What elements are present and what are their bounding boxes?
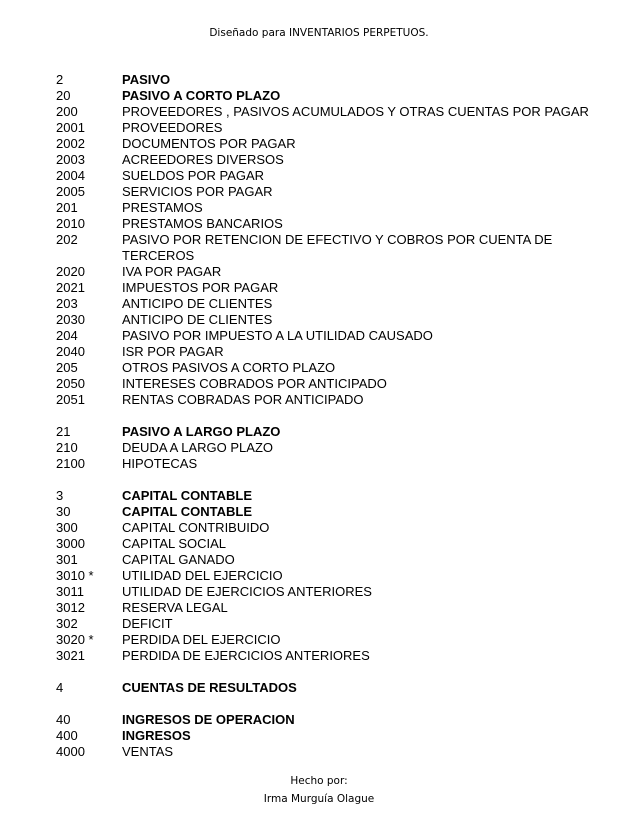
account-code: 2030 bbox=[56, 312, 85, 327]
account-code: 302 bbox=[56, 616, 78, 631]
account-row bbox=[56, 312, 616, 328]
account-name: PROVEEDORES , PASIVOS ACUMULADOS Y OTRAS CUENTAS POR PAGAR bbox=[122, 104, 589, 119]
account-name: DEUDA A LARGO PLAZO bbox=[122, 440, 273, 455]
account-heading-row bbox=[56, 488, 616, 504]
account-row bbox=[56, 584, 616, 600]
account-name: INGRESOS bbox=[122, 728, 191, 743]
account-code: 204 bbox=[56, 328, 78, 343]
section-gap bbox=[56, 696, 616, 712]
account-code: 2002 bbox=[56, 136, 85, 151]
account-code: 30 bbox=[56, 504, 71, 519]
account-row bbox=[56, 600, 616, 616]
account-name: PASIVO A LARGO PLAZO bbox=[122, 424, 281, 439]
account-code: 3010 * bbox=[56, 568, 94, 583]
section-gap bbox=[56, 408, 616, 424]
account-code: 2051 bbox=[56, 392, 85, 407]
account-name: PASIVO A CORTO PLAZO bbox=[122, 88, 281, 103]
account-row bbox=[56, 536, 616, 552]
account-code: 3021 bbox=[56, 648, 85, 663]
account-row bbox=[56, 456, 616, 472]
account-code: 3020 * bbox=[56, 632, 94, 647]
account-name: CUENTAS DE RESULTADOS bbox=[122, 680, 297, 695]
account-row bbox=[56, 744, 616, 760]
account-name: RESERVA LEGAL bbox=[122, 600, 228, 615]
account-name: CAPITAL CONTRIBUIDO bbox=[122, 520, 270, 535]
account-code: 2050 bbox=[56, 376, 85, 391]
account-code: 20 bbox=[56, 88, 71, 103]
account-code: 202 bbox=[56, 232, 78, 247]
account-code: 210 bbox=[56, 440, 78, 455]
section-gap bbox=[56, 664, 616, 680]
account-code: 21 bbox=[56, 424, 71, 439]
account-name: PASIVO POR RETENCION DE EFECTIVO Y COBROS POR CUENTA DE TERCEROS bbox=[122, 232, 553, 263]
account-row bbox=[56, 264, 616, 280]
account-row bbox=[56, 136, 616, 152]
account-code: 203 bbox=[56, 296, 78, 311]
account-name: ACREEDORES DIVERSOS bbox=[122, 152, 284, 167]
account-code: 3000 bbox=[56, 536, 85, 551]
account-row bbox=[56, 152, 616, 168]
account-name: UTILIDAD DE EJERCICIOS ANTERIORES bbox=[122, 584, 372, 599]
account-code: 2 bbox=[56, 72, 64, 87]
account-name: PASIVO bbox=[122, 72, 171, 87]
account-heading-row bbox=[56, 680, 616, 696]
account-heading-row bbox=[56, 504, 616, 520]
account-row bbox=[56, 568, 616, 584]
account-name: DOCUMENTOS POR PAGAR bbox=[122, 136, 296, 151]
account-name: ISR POR PAGAR bbox=[122, 344, 224, 359]
account-row bbox=[56, 392, 616, 408]
account-name: PASIVO POR IMPUESTO A LA UTILIDAD CAUSADO bbox=[122, 328, 433, 343]
footer-credit-label: Hecho por: bbox=[290, 775, 348, 787]
account-heading-row bbox=[56, 712, 616, 728]
account-row bbox=[56, 184, 616, 200]
account-heading-row bbox=[56, 88, 616, 104]
account-code: 205 bbox=[56, 360, 78, 375]
account-name: PERDIDA DE EJERCICIOS ANTERIORES bbox=[122, 648, 370, 663]
account-name: ANTICIPO DE CLIENTES bbox=[122, 312, 273, 327]
account-code: 2005 bbox=[56, 184, 85, 199]
account-code: 2021 bbox=[56, 280, 85, 295]
account-row bbox=[56, 216, 616, 232]
account-name: SERVICIOS POR PAGAR bbox=[122, 184, 273, 199]
page-footer bbox=[0, 772, 638, 808]
account-catalog-list bbox=[56, 72, 616, 760]
account-code: 2010 bbox=[56, 216, 85, 231]
account-name: UTILIDAD DEL EJERCICIO bbox=[122, 568, 283, 583]
account-name: DEFICIT bbox=[122, 616, 173, 631]
account-row bbox=[56, 200, 616, 216]
account-code: 2001 bbox=[56, 120, 85, 135]
account-name: CAPITAL GANADO bbox=[122, 552, 235, 567]
account-code: 3011 bbox=[56, 584, 84, 599]
account-row bbox=[56, 632, 616, 648]
account-row bbox=[56, 360, 616, 376]
account-code: 3012 bbox=[56, 600, 85, 615]
account-code: 2040 bbox=[56, 344, 85, 359]
account-heading-row bbox=[56, 424, 616, 440]
account-name: CAPITAL CONTABLE bbox=[122, 504, 252, 519]
account-code: 400 bbox=[56, 728, 78, 743]
account-row bbox=[56, 120, 616, 136]
account-name: OTROS PASIVOS A CORTO PLAZO bbox=[122, 360, 336, 375]
footer-author-name: Irma Murguía Olague bbox=[263, 793, 375, 805]
account-code: 301 bbox=[56, 552, 78, 567]
page-header: Diseñado para INVENTARIOS PERPETUOS. bbox=[209, 27, 429, 39]
account-name: PRESTAMOS BANCARIOS bbox=[122, 216, 283, 231]
account-row bbox=[56, 104, 616, 120]
account-row bbox=[56, 376, 616, 392]
account-code: 40 bbox=[56, 712, 71, 727]
account-row bbox=[56, 168, 616, 184]
account-name: HIPOTECAS bbox=[122, 456, 198, 471]
account-row bbox=[56, 344, 616, 360]
account-row bbox=[56, 520, 616, 536]
section-gap bbox=[56, 472, 616, 488]
account-row bbox=[56, 296, 616, 312]
account-code: 201 bbox=[56, 200, 78, 215]
account-row bbox=[56, 328, 616, 344]
account-name: IVA POR PAGAR bbox=[122, 264, 222, 279]
account-name: INTERESES COBRADOS POR ANTICIPADO bbox=[122, 376, 387, 391]
account-row bbox=[56, 552, 616, 568]
account-code: 200 bbox=[56, 104, 78, 119]
account-row bbox=[56, 648, 616, 664]
account-code: 3 bbox=[56, 488, 64, 503]
account-name: INGRESOS DE OPERACION bbox=[122, 712, 295, 727]
account-row bbox=[56, 280, 616, 296]
account-code: 4 bbox=[56, 680, 64, 695]
account-name: CAPITAL CONTABLE bbox=[122, 488, 252, 503]
account-code: 2003 bbox=[56, 152, 85, 167]
account-heading-row bbox=[56, 72, 616, 88]
account-row bbox=[56, 440, 616, 456]
account-code: 300 bbox=[56, 520, 78, 535]
account-name: VENTAS bbox=[122, 744, 174, 759]
account-row bbox=[56, 232, 616, 264]
account-name: IMPUESTOS POR PAGAR bbox=[122, 280, 279, 295]
account-name: ANTICIPO DE CLIENTES bbox=[122, 296, 273, 311]
account-name: RENTAS COBRADAS POR ANTICIPADO bbox=[122, 392, 364, 407]
account-heading-row bbox=[56, 728, 616, 744]
account-code: 2020 bbox=[56, 264, 85, 279]
account-name: PERDIDA DEL EJERCICIO bbox=[122, 632, 281, 647]
account-name: SUELDOS POR PAGAR bbox=[122, 168, 265, 183]
account-row bbox=[56, 616, 616, 632]
account-code: 4000 bbox=[56, 744, 85, 759]
account-name: PROVEEDORES bbox=[122, 120, 223, 135]
account-name: CAPITAL SOCIAL bbox=[122, 536, 227, 551]
account-name: PRESTAMOS bbox=[122, 200, 203, 215]
account-code: 2100 bbox=[56, 456, 85, 471]
account-code: 2004 bbox=[56, 168, 85, 183]
